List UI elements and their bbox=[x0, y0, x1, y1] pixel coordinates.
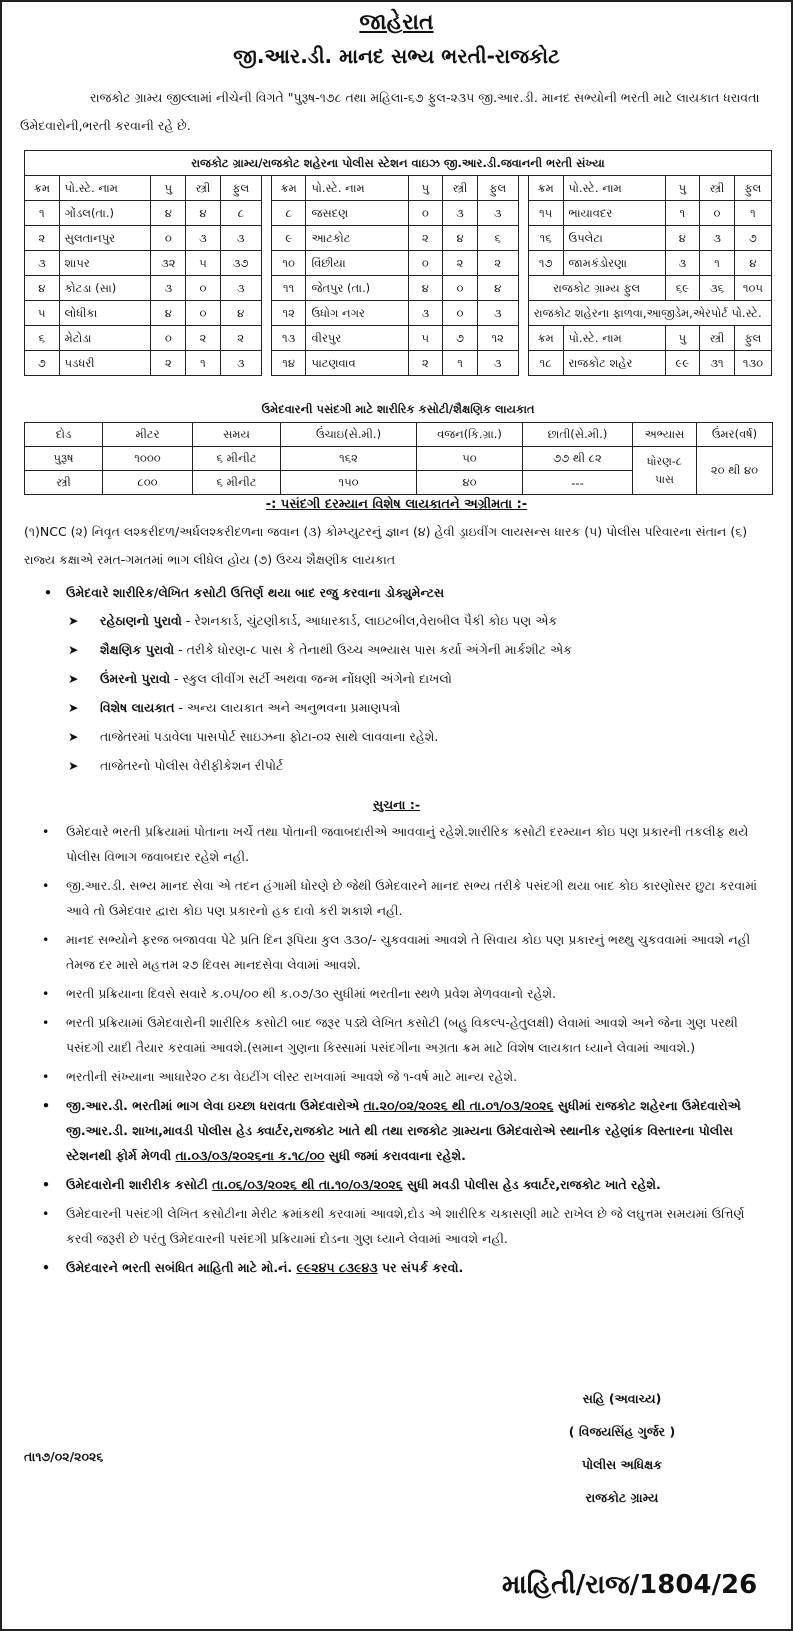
qualification-table bbox=[24, 422, 773, 495]
table-spacer bbox=[518, 176, 528, 201]
table-spacer bbox=[518, 201, 528, 226]
table-cell: ૧૩ bbox=[271, 326, 306, 351]
note-text: જી.આર.ડી. ભરતીમાં ભાગ લેવા ઇચ્છા ધરાવતા ઉમેદવારોએ bbox=[66, 1098, 364, 1113]
document-text: તાજેતરમાં પડાવેલા પાસપોર્ટ સાઇઝના ફોટા-૦૨ સાથે લાવવાના રહેશે. bbox=[100, 729, 439, 744]
station-header: ક્રમ bbox=[271, 176, 306, 201]
city-header: ફુલ bbox=[734, 326, 771, 351]
table-cell: ૦ bbox=[151, 326, 186, 351]
table-cell: ૮ bbox=[271, 201, 306, 226]
note-contact bbox=[36, 1255, 761, 1280]
table-cell: ૨ bbox=[477, 251, 518, 276]
city-cell: ૧૮ bbox=[528, 351, 563, 376]
table-cell: ૩ bbox=[443, 201, 478, 226]
qual-cell: સ્ત્રી bbox=[25, 471, 103, 495]
note-item bbox=[36, 873, 761, 923]
city-header: સ્ત્રી bbox=[700, 326, 735, 351]
bullet-icon: • bbox=[42, 1069, 50, 1084]
table-cell: ૩ bbox=[220, 351, 261, 376]
table-cell: લોધીકા bbox=[59, 301, 151, 326]
table-cell: ૧૧ bbox=[271, 276, 306, 301]
table-cell: ૨ bbox=[151, 351, 186, 376]
arrow-right-icon: ➤ bbox=[68, 642, 79, 657]
table-row bbox=[25, 351, 772, 376]
qual-cell: ૪૦ bbox=[417, 471, 523, 495]
table-cell: ૧૬ bbox=[528, 226, 563, 251]
table-cell: જેતપુર (તા.) bbox=[306, 276, 408, 301]
table-cell: ૭ bbox=[25, 351, 60, 376]
table-cell: ૨ bbox=[25, 226, 60, 251]
table-cell: ૦ bbox=[186, 301, 221, 326]
table-cell: ૯ bbox=[271, 226, 306, 251]
table-cell: ૨ bbox=[408, 226, 443, 251]
table-cell: ૩૭ bbox=[220, 251, 261, 276]
rural-total-value: ૧૦૫ bbox=[734, 276, 771, 301]
table-cell: ૪ bbox=[443, 226, 478, 251]
table-cell: ૧૪ bbox=[271, 351, 306, 376]
qual-age: ૨૦ થી ૪૦ bbox=[697, 447, 773, 495]
qual-header: અભ્યાસ bbox=[633, 423, 697, 447]
note-text: પર સંપર્ક કરવો. bbox=[377, 1260, 464, 1275]
table-cell: ૨ bbox=[443, 251, 478, 276]
table-cell: મેટોડા bbox=[59, 326, 151, 351]
notes-title: સુચના :- bbox=[372, 797, 421, 812]
table-cell: ૪ bbox=[151, 201, 186, 226]
notes-general bbox=[36, 819, 761, 1089]
table-cell: ૭ bbox=[734, 226, 771, 251]
signatory-designation: પોલીસ અધિક્ષક bbox=[581, 1457, 663, 1472]
station-table bbox=[24, 150, 772, 376]
table-spacer bbox=[518, 326, 528, 351]
rural-total-value: ૩૬ bbox=[700, 276, 735, 301]
table-cell: ૧૨ bbox=[477, 326, 518, 351]
table-cell: ઉપલેટા bbox=[563, 226, 665, 251]
table-spacer bbox=[261, 201, 271, 226]
qual-cell: પુરૂષ bbox=[25, 447, 103, 471]
table-spacer bbox=[261, 176, 271, 201]
city-cell: ૧૩૦ bbox=[734, 351, 771, 376]
table-spacer bbox=[518, 251, 528, 276]
station-header: પો.સ્ટે. નામ bbox=[563, 176, 665, 201]
signature-block bbox=[522, 1382, 722, 1514]
table-cell: ઉધોગ નગર bbox=[306, 301, 408, 326]
document-label: શૈક્ષણિક પુરાવો bbox=[100, 642, 175, 657]
city-cell: રાજકોટ શહેર bbox=[563, 351, 665, 376]
note-item bbox=[36, 1064, 761, 1089]
qual-header: છાતી(સે.મી.) bbox=[523, 423, 633, 447]
table-cell: ૦ bbox=[151, 226, 186, 251]
station-header: પો.સ્ટે. નામ bbox=[306, 176, 408, 201]
note-text: ઉમેદવારની પસંદગી લેખિત કસોટીના મેરીટ ક્રમાંકથી કરવામાં આવશે,દોડ એ શારીરિક ચકાસણી માટે રાખેલ છે જે લઘુત્તમ સમયમાં ઉત્તિર્ણ કરવી જરૂરી છે પરંતુ ઉમેદવારની પસંદગી પ્રક્રિયામાં દોડના ગુણ ધ્યાને લેવામાં આવશે નહી. bbox=[66, 1206, 745, 1246]
document-label: રહેઠાણનો પુરાવો bbox=[100, 613, 182, 628]
table-cell: ૪ bbox=[477, 276, 518, 301]
qual-header: ઉંમર(વર્ષ) bbox=[697, 423, 773, 447]
note-text: સુધી મવડી પોલીસ હેડ ક્વાર્ટર,રાજકોટ ખાતે રહેશે. bbox=[402, 1177, 661, 1192]
note-exam bbox=[36, 1172, 761, 1197]
note-application bbox=[36, 1093, 761, 1168]
qual-cell: --- bbox=[523, 471, 633, 495]
table-cell: ૦ bbox=[443, 276, 478, 301]
table-cell: ૪ bbox=[186, 201, 221, 226]
table-spacer bbox=[261, 301, 271, 326]
page-subtitle: જી.આર.ડી. માનદ સભ્ય ભરતી-રાજકોટ bbox=[233, 44, 560, 68]
table-cell: ૪ bbox=[151, 301, 186, 326]
bullet-icon: • bbox=[42, 1098, 50, 1113]
table-cell: ૦ bbox=[408, 201, 443, 226]
bullet-icon: • bbox=[44, 585, 52, 600]
table-row bbox=[25, 226, 772, 251]
station-header: પુ bbox=[151, 176, 186, 201]
table-cell: વિંછીયા bbox=[306, 251, 408, 276]
station-table-title: રાજકોટ ગ્રામ્ય/રાજકોટ શહેરના પોલીસ સ્ટેશન વાઇઝ જી.આર.ડી.જવાનની ભરતી સંખ્યા bbox=[25, 151, 772, 176]
table-cell: ૩ bbox=[151, 276, 186, 301]
qualification-header-row bbox=[25, 423, 773, 447]
intro-paragraph: રાજકોટ ગ્રામ્ય જીલ્લામાં નીચેની વિગતે "પુરૂષ-૧૭૮ તથા મહિલા-૬૭ ફુલ-૨૩૫ જી.આર.ડી. માનદ સભ્યોની ભરતી માટે લાયકાત ધરાવતા ઉમેદવારોની,ભરતી કરવાની રહે છે. bbox=[20, 90, 760, 133]
note-text: ભરતી પ્રક્રિયાના દિવસે સવારે ક.૦૫/૦૦ થી ક.૦૭/૩૦ સુધીમાં ભરતીના સ્થળે પ્રવેશ મેળવવાનો રહેશે. bbox=[66, 986, 557, 1001]
page-title: જાહેરાત bbox=[359, 10, 434, 35]
table-cell: ૫ bbox=[408, 326, 443, 351]
table-cell: ૩ bbox=[220, 276, 261, 301]
rural-total-label: રાજકોટ ગ્રામ્ય ફુલ bbox=[528, 276, 665, 301]
table-cell: ૦ bbox=[700, 201, 735, 226]
note-text: માનદ સભ્યોને ફરજ બજાવવા પેટે પ્રતિ દિન રૂપિયા કુલ ૩૩૦/- ચુકવવામાં આવશે તે સિવાય કોઇ પણ પ્રકારનું ભથ્થુ ચુકવવામાં આવશે નહી તેમજ દર માસે મહત્તમ ૨૭ દિવસ માનદસેવા લેવામાં આવશે. bbox=[66, 932, 751, 972]
table-cell: ૧૨ bbox=[271, 301, 306, 326]
table-cell: ૪ bbox=[25, 276, 60, 301]
table-cell: ૧ bbox=[186, 351, 221, 376]
qual-header: મીટર bbox=[103, 423, 193, 447]
table-cell: ૩ bbox=[477, 351, 518, 376]
station-header-row bbox=[25, 176, 772, 201]
reference-number: માહિતી/રાજ/1804/26 bbox=[502, 1570, 758, 1600]
table-cell: સુલતાનપુર bbox=[59, 226, 151, 251]
document-item bbox=[44, 606, 764, 635]
table-row bbox=[25, 301, 772, 326]
note-item bbox=[36, 927, 761, 977]
table-cell: ૫ bbox=[25, 301, 60, 326]
document-text: - અન્ય લાયકાત અને અનુભવના પ્રમાણપત્રો bbox=[174, 700, 401, 715]
documents-section bbox=[44, 580, 764, 780]
city-header: પો.સ્ટે. નામ bbox=[563, 326, 665, 351]
qualification-row-male bbox=[25, 447, 773, 471]
preference-text: (૧)NCC (૨) નિવૃત લશ્કરીદળ/અર્ધલશ્કરીદળના જવાન (૩) કોમ્પ્યુટરનું જ્ઞાન (૪) હેવી ડ્રાઇવીંગ લાયસન્સ ધારક (૫) પોલીસ પરિવારના સંતાન (૬) રાજ્ય કક્ષાએ રમત-ગમતમાં ભાગ લીધેલ હોય (૭) ઉચ્ચ શૈક્ષણીક લાયકાત bbox=[24, 524, 748, 567]
table-row bbox=[25, 251, 772, 276]
bullet-icon: • bbox=[42, 1206, 50, 1221]
table-cell: ૨ bbox=[220, 326, 261, 351]
city-cell: ૩૧ bbox=[700, 351, 735, 376]
table-cell: ૨ bbox=[186, 326, 221, 351]
signatory-name: ( વિજયસિંહ ગુર્જર ) bbox=[568, 1424, 676, 1439]
note-text: ભરતી પ્રક્રિયામાં ઉમેદવારોની શારીરિક કસોટી બાદ જરૂર પડ્યે લેખિત કસોટી (બહુ વિકલ્પ-હેતુલક્ષી) લેવામાં આવશે અને જેના ગુણ પરથી પસંદગી યાદી તૈયાર કરવામાં આવશે.(સમાન ગુણના કિસ્સામાં પસંદગીના અગ્રતા ક્રમ માટે વિશેષ લાયકાત ધ્યાને લેવામાં આવશે.) bbox=[66, 1015, 738, 1055]
qual-header: દોડ bbox=[25, 423, 103, 447]
document-text: - રેશનકાર્ડ, ચુંટણીકાર્ડ, આધારકાર્ડ, લાઇટબીલ,વેરાબીલ પૈકી કોઇ પણ એક bbox=[181, 613, 558, 628]
document-item bbox=[44, 722, 764, 751]
table-cell: ૩ bbox=[408, 301, 443, 326]
note-text: ઉમેદવારને ભરતી સબંધિત માહિતી માટે મો.નં. bbox=[66, 1260, 297, 1275]
arrow-right-icon: ➤ bbox=[68, 729, 79, 744]
signature-line: સહિ (અવાચ્ય) bbox=[582, 1391, 662, 1406]
bullet-icon: • bbox=[42, 1260, 50, 1275]
table-cell: વીરપુર bbox=[306, 326, 408, 351]
table-cell: ૬ bbox=[477, 226, 518, 251]
bullet-icon: • bbox=[42, 986, 50, 1001]
document-text: તાજેતરનો પોલીસ વેરીફીકેશન રીપોર્ટ bbox=[100, 758, 284, 773]
table-cell: ૩ bbox=[477, 301, 518, 326]
table-cell: ૪ bbox=[665, 226, 700, 251]
note-item bbox=[36, 981, 761, 1006]
note-text: ઉમેદવારે ભરતી પ્રક્રિયામાં પોતાના ખર્ચે તથા પોતાની જવાબદારીએ આવવાનું રહેશે.શારીરિક કસોટી દરમ્યાન કોઇ પણ પ્રકારની તકલીફ થયે પોલીસ વિભાગ જવાબદાર રહેશે નહી. bbox=[66, 824, 749, 864]
document-item bbox=[44, 664, 764, 693]
preference-title: -: પસંદગી દરમ્યાન વિશેષ લાયકાતને અગ્રીમતા :- bbox=[265, 497, 528, 512]
documents-heading-text: ઉમેદવારે શારીરિક/લેખિત કસોટી ઉત્તિર્ણ થયા બાદ રજુ કરવાના ડોક્યુમેન્ટસ bbox=[66, 585, 445, 600]
qual-cell: ૬ મીનીટ bbox=[193, 471, 281, 495]
note-item bbox=[36, 819, 761, 869]
bullet-icon: • bbox=[42, 1015, 50, 1030]
qualification-title: ઉમેદવારની પસંદગી માટે શારીરિક કસોટી/શૈક્ષણિક લાયકાત bbox=[261, 402, 535, 416]
table-cell: જામકંડોરણા bbox=[563, 251, 665, 276]
table-cell: ૩ bbox=[477, 201, 518, 226]
table-cell: ૧ bbox=[734, 201, 771, 226]
document-label: ઉંમરનો પુરાવો bbox=[100, 671, 171, 686]
table-cell: ૬ bbox=[25, 326, 60, 351]
document-text: - સ્કુલ લીવીંગ સર્ટી અથવા જન્મ નોંધણી અંગેનો દાખલો bbox=[170, 671, 452, 686]
table-row bbox=[25, 276, 772, 301]
city-header: ક્રમ bbox=[528, 326, 563, 351]
note-text: જી.આર.ડી. સભ્ય માનદ સેવા એ તદન હંગામી ધોરણે છે જેથી ઉમેદવારને માનદ સભ્ય તરીકે પસંદગી થયા બાદ કોઇ કારણોસર છુટા કરવામાં આવે તો ઉમેદવાર દ્વારા કોઇ પણ પ્રકારનો હક દાવો કરી શકાશે નહી. bbox=[66, 878, 758, 918]
table-cell: ૧૦ bbox=[271, 251, 306, 276]
document-item bbox=[44, 693, 764, 722]
station-header: સ્ત્રી bbox=[443, 176, 478, 201]
table-cell: ૧ bbox=[665, 201, 700, 226]
table-cell: આટકોટ bbox=[306, 226, 408, 251]
table-cell: ૦ bbox=[408, 251, 443, 276]
table-cell: ૩ bbox=[700, 226, 735, 251]
qual-header: વજન(કિ.ગ્રા.) bbox=[417, 423, 523, 447]
city-cell: ૯૯ bbox=[665, 351, 700, 376]
station-header: સ્ત્રી bbox=[700, 176, 735, 201]
table-cell: ભાયાવદર bbox=[563, 201, 665, 226]
note-text: સુધીમાં રાજકોટ શહેરના ઉમેદવારોએ જી.આર.ડી. શાખા,માવડી પોલીસ હેડ ક્વાર્ટર,રાજકોટ ખાતે થી તથા રાજકોટ ગ્રામ્યના ઉમેદવારોએ સ્થાનીક રહેણાંક વિસ્તારના પોલીસ સ્ટેશનથી ફોર્મ મેળવી bbox=[66, 1098, 741, 1163]
table-cell: ૧ bbox=[700, 251, 735, 276]
note-item bbox=[36, 1010, 761, 1060]
table-spacer bbox=[261, 351, 271, 376]
station-header: ક્રમ bbox=[25, 176, 60, 201]
table-cell: ૩ bbox=[665, 251, 700, 276]
qual-cell: ૧૫૦ bbox=[281, 471, 417, 495]
table-cell: ૦ bbox=[186, 276, 221, 301]
table-cell: ૧૫ bbox=[528, 201, 563, 226]
table-cell: ગોંડલ(તા.) bbox=[59, 201, 151, 226]
station-header: પુ bbox=[408, 176, 443, 201]
arrow-right-icon: ➤ bbox=[68, 700, 79, 715]
station-header: પો.સ્ટે. નામ bbox=[59, 176, 151, 201]
table-spacer bbox=[518, 276, 528, 301]
note-merit bbox=[36, 1201, 761, 1251]
arrow-right-icon: ➤ bbox=[68, 613, 79, 628]
qual-cell: ૫૦ bbox=[417, 447, 523, 471]
bullet-icon: • bbox=[42, 1177, 50, 1192]
table-row bbox=[25, 326, 772, 351]
table-row bbox=[25, 201, 772, 226]
table-cell: પાટણવાવ bbox=[306, 351, 408, 376]
document-item bbox=[44, 635, 764, 664]
bullet-icon: • bbox=[42, 824, 50, 839]
document-label: વિશેષ લાયકાત bbox=[100, 700, 175, 715]
table-cell: શાપર bbox=[59, 251, 151, 276]
documents-list bbox=[44, 606, 764, 780]
table-spacer bbox=[518, 226, 528, 251]
table-cell: ૨ bbox=[408, 351, 443, 376]
table-spacer bbox=[518, 301, 528, 326]
signatory-office: રાજકોટ ગ્રામ્ય bbox=[585, 1490, 659, 1505]
table-cell: કોટડા (સા) bbox=[59, 276, 151, 301]
table-cell: ૪ bbox=[408, 276, 443, 301]
table-cell: ૫ bbox=[186, 251, 221, 276]
document-item bbox=[44, 751, 764, 780]
qual-header: ઉંચાઇ(સે.મી.) bbox=[281, 423, 417, 447]
exam-dates: તા.૦૬/૦૩/૨૦૨૬ થી તા.૧૦/૦૩/૨૦૨૬ bbox=[212, 1177, 403, 1192]
station-header: ફુલ bbox=[734, 176, 771, 201]
qual-cell: ૧૦૦૦ bbox=[103, 447, 193, 471]
qual-cell: ૭૭ થી ૮૨ bbox=[523, 447, 633, 471]
table-cell: ૩ bbox=[186, 226, 221, 251]
city-header: પુ bbox=[665, 326, 700, 351]
apply-dates: તા.૨૦/૦૨/૨૦૨૬ થી તા.૦૧/૦૩/૨૦૨૬ bbox=[363, 1098, 554, 1113]
table-cell: ૪ bbox=[220, 301, 261, 326]
contact-phone: ૯૯૨૪૫ ૮૩૯૪૩ bbox=[296, 1260, 378, 1275]
city-note: રાજકોટ શહેરના ફાળવા,આજીડેમ,એરપોર્ટ પો.સ્ટે. bbox=[528, 301, 771, 326]
table-cell: ૩૨ bbox=[151, 251, 186, 276]
table-cell: ૧ bbox=[443, 351, 478, 376]
table-spacer bbox=[261, 226, 271, 251]
table-cell: ૪ bbox=[734, 251, 771, 276]
table-spacer bbox=[261, 276, 271, 301]
qual-header: સમય bbox=[193, 423, 281, 447]
apply-deadline: તા.૦૩/૦૩/૨૦૨૬ના ક.૧૮/૦૦ bbox=[175, 1148, 325, 1163]
table-cell: ૧૭ bbox=[528, 251, 563, 276]
table-cell: જસદણ bbox=[306, 201, 408, 226]
table-spacer bbox=[518, 351, 528, 376]
note-text: સુધી જમાં કરાવવાના રહેશે. bbox=[324, 1148, 466, 1163]
issue-date: તા૧૭/૦૨/૨૦૨૬ bbox=[24, 1449, 104, 1464]
table-spacer bbox=[261, 326, 271, 351]
table-cell: ૭ bbox=[443, 326, 478, 351]
table-cell: ૮ bbox=[220, 201, 261, 226]
table-cell: પડધરી bbox=[59, 351, 151, 376]
table-cell: ૦ bbox=[443, 301, 478, 326]
qual-cell: ૧૬૨ bbox=[281, 447, 417, 471]
station-header: ફુલ bbox=[477, 176, 518, 201]
notes-list bbox=[36, 819, 761, 1284]
table-cell: ૩ bbox=[220, 226, 261, 251]
station-header: સ્ત્રી bbox=[186, 176, 221, 201]
document-text: - તરીકે ધોરણ-૮ પાસ કે તેનાથી ઉચ્ચ અભ્યાસ પાસ કર્યા અંગેની માર્કશીટ એક bbox=[174, 642, 573, 657]
table-cell: ૧ bbox=[25, 201, 60, 226]
arrow-right-icon: ➤ bbox=[68, 758, 79, 773]
station-header: ફુલ bbox=[220, 176, 261, 201]
arrow-right-icon: ➤ bbox=[68, 671, 79, 686]
table-spacer bbox=[261, 251, 271, 276]
bullet-icon: • bbox=[42, 932, 50, 947]
qual-cell: ૬ મીનીટ bbox=[193, 447, 281, 471]
note-text: ઉમેદવારોની શારીરીક કસોટી bbox=[66, 1177, 213, 1192]
rural-total-value: ૬૯ bbox=[665, 276, 700, 301]
station-header: ક્રમ bbox=[528, 176, 563, 201]
documents-heading bbox=[44, 580, 764, 606]
station-header: પુ bbox=[665, 176, 700, 201]
note-text: ભરતીની સંખ્યાના આધારે૨૦ ટકા વેઇટીંગ લીસ્ટ રાખવામાં આવશે જે ૧-વર્ષ માટે માન્ય રહેશે. bbox=[66, 1069, 518, 1084]
bullet-icon: • bbox=[42, 878, 50, 893]
qual-cell: ૮૦૦ bbox=[103, 471, 193, 495]
qual-study: ધોરણ-૮ પાસ bbox=[633, 447, 697, 495]
table-cell: ૩ bbox=[25, 251, 60, 276]
